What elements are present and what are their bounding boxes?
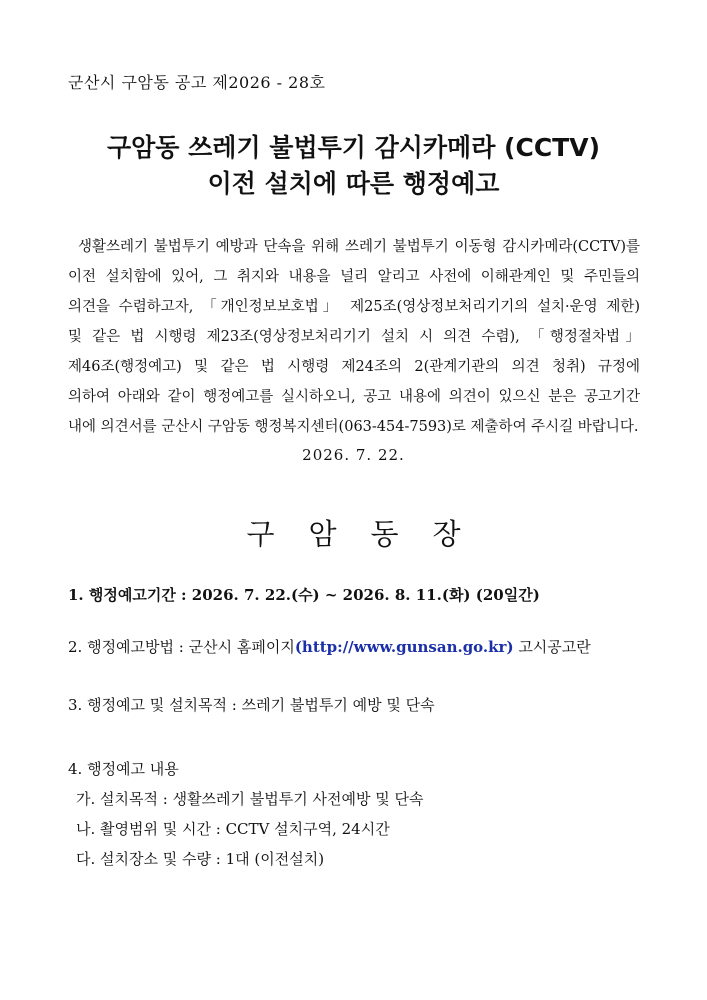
body-line: 생활쓰레기 불법투기 예방과 단속을 위해 쓰레기 불법투기 이동형 감시카메라(CCTV)를 (78, 239, 640, 255)
body-line: 의하여 아래와 같이 행정예고를 실시하오니, 공고 내용에 의견이 있으신 분은 공고기간 (68, 389, 640, 405)
item-content-a: 가. 설치목적 : 생활쓰레기 불법투기 사전예방 및 단속 (76, 790, 424, 808)
item-method-suffix: 고시공고란 (513, 638, 591, 656)
document-title-line-1: 구암동 쓰레기 불법투기 감시카메라 (CCTV) (106, 133, 600, 162)
item-period: 1. 행정예고기간 : 2026. 7. 22.(수) ~ 2026. 8. 11.(화) (20일간) (68, 586, 540, 604)
body-line: 제46조(행정예고) 및 같은 법 시행령 제24조의 2(관계기관의 의견 청취) 규정에 (68, 359, 640, 375)
notice-number: 군산시 구암동 공고 제2026 - 28호 (68, 73, 326, 92)
issuer-signature: 구암동장 (246, 517, 495, 551)
homepage-link[interactable]: (http://www.gunsan.go.kr) (294, 638, 514, 656)
body-line: 내에 의견서를 군산시 구암동 행정복지센터(063-454-7593)로 제출하여 주시길 바랍니다. (68, 419, 639, 435)
item-method (68, 636, 591, 657)
body-line: 및 같은 법 시행령 제23조(영상정보처리기기 설치 시 의견 수렴), 「행정절차법」 (68, 329, 640, 345)
notice-body (68, 232, 640, 442)
item-content-heading: 4. 행정예고 내용 (68, 760, 179, 778)
item-content-b: 나. 촬영범위 및 시간 : CCTV 설치구역, 24시간 (76, 820, 390, 838)
item-content-c: 다. 설치장소 및 수량 : 1대 (이전설치) (76, 850, 325, 868)
item-purpose: 3. 행정예고 및 설치목적 : 쓰레기 불법투기 예방 및 단속 (68, 696, 435, 714)
body-line: 이전 설치함에 있어, 그 취지와 내용을 널리 알리고 사전에 이해관계인 및 주민들의 (68, 269, 640, 285)
document-title-line-2: 이전 설치에 따른 행정예고 (207, 169, 500, 198)
body-line: 의견을 수렴하고자, 「개인정보보호법」 제25조(영상정보처리기기의 설치·운영 제한) (68, 299, 640, 315)
notice-date: 2026. 7. 22. (302, 446, 405, 464)
item-method-label: 2. 행정예고방법 : 군산시 홈페이지 (68, 638, 295, 656)
